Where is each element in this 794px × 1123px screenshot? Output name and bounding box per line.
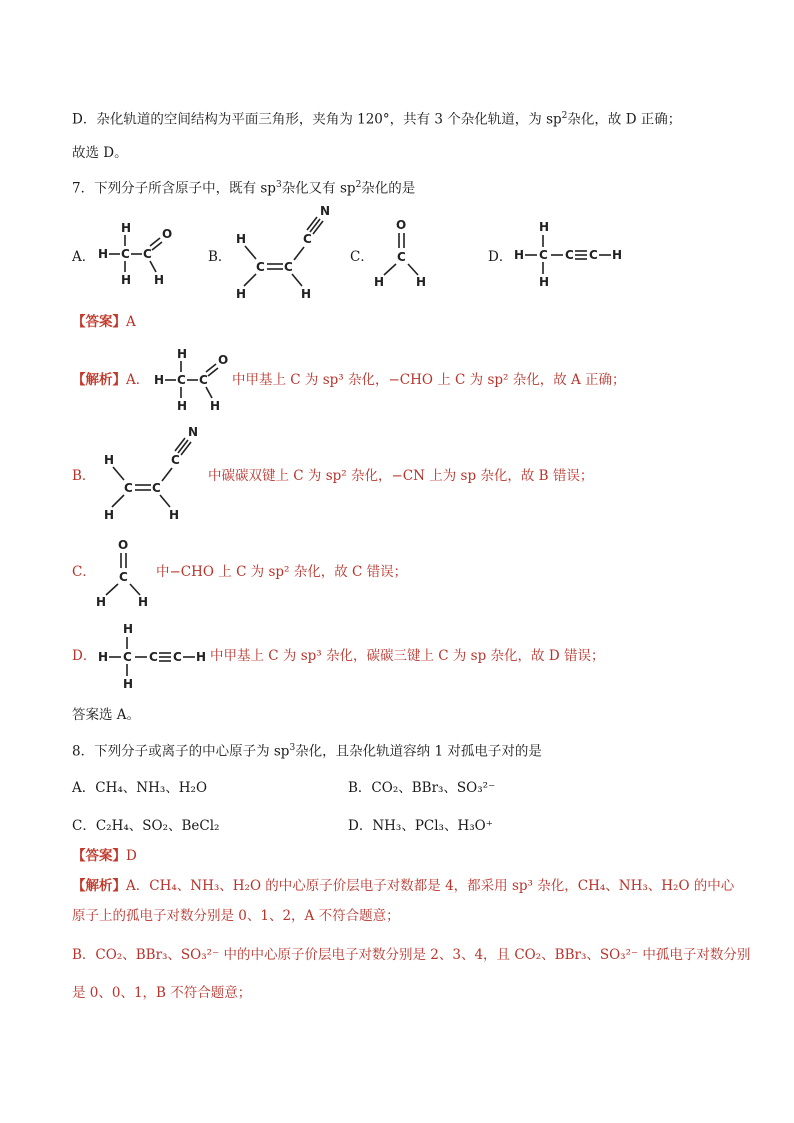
q7-option-a-label: A． [72,249,96,265]
svg-text:C: C [121,247,130,261]
svg-text:H: H [123,622,134,636]
svg-text:H: H [121,221,132,235]
svg-text:C: C [199,373,208,387]
svg-text:H: H [169,508,180,522]
svg-text:O: O [218,353,229,367]
svg-text:C: C [149,650,158,664]
acetaldehyde-structure [96,220,186,288]
svg-text:C: C [565,248,574,262]
q7-stem: 7．下列分子所含原子中，既有 $sp^3$杂化又有 $sp^2$杂化的是 [72,180,416,197]
q7-option-c-label: C． [350,249,374,265]
formaldehyde-structure [370,215,440,290]
svg-text:H: H [236,232,247,246]
svg-text:C: C [256,260,265,274]
svg-text:H: H [104,453,115,467]
svg-text:H: H [96,595,107,609]
q8-stem: 8．下列分子或离子的中心原子为 $sp^3$杂化，且杂化轨道容纳 1 对孤电子对的是 [72,743,542,760]
svg-text:H: H [539,220,550,234]
svg-text:H: H [98,650,109,664]
analysis-formaldehyde-structure [92,535,162,610]
svg-text:H: H [301,287,312,301]
svg-text:H: H [416,275,427,289]
svg-text:N: N [188,425,199,439]
q7-option-d-label: D． [488,249,513,265]
svg-text:H: H [98,247,109,261]
propyne-structure [512,218,632,290]
q8-option-b: B．CO₂、BBr₃、SO₃²⁻ [348,780,496,796]
acrylonitrile-structure [228,205,338,300]
q8-option-a: A．CH₄、NH₃、H₂O [72,780,208,796]
q7-analysis-b-label: B． [72,468,96,484]
q7-analysis-a-prefix: 【解析】A． [72,372,150,388]
svg-text:C: C [124,481,133,495]
analysis-propyne-structure [96,620,216,692]
svg-text:H: H [123,677,134,691]
svg-text:H: H [177,399,188,413]
q7-option-b-label: B． [208,249,232,265]
svg-text:C: C [284,260,293,274]
svg-text:H: H [138,595,149,609]
q8-analysis-a-line2: 原子上的孤电子对数分别是 0、1、2，A 不符合题意； [72,908,400,924]
q8-analysis-a-line1: 【解析】A．CH₄、NH₃、H₂O 的中心原子价层电子对数都是 4，都采用 sp³ 杂化，CH₄、NH₃、H₂O 的中心 [72,878,735,894]
q8-analysis-b-line1: B．CO₂、BBr₃、SO₃²⁻ 中的中心原子价层电子对数分别是 2、3、4，且 CO₂、BBr₃、SO₃²⁻ 中孤电子对数分别 [72,947,751,963]
svg-text:H: H [154,273,165,287]
prev-conclusion: 故选 D。 [72,145,128,161]
svg-text:H: H [104,508,115,522]
svg-text:C: C [589,248,598,262]
svg-text:C: C [152,481,161,495]
svg-text:H: H [121,273,132,287]
svg-text:O: O [118,538,129,552]
svg-text:H: H [236,287,247,301]
svg-text:C: C [397,250,406,264]
svg-text:O: O [396,218,407,232]
q7-answer: 【答案】A [72,314,136,330]
svg-text:H: H [539,275,550,289]
q7-analysis-b-text: 中碳碳双键上 C 为 sp² 杂化，−CN 上为 sp 杂化，故 B 错误； [208,468,594,484]
svg-text:C: C [303,232,312,246]
q7-analysis-a-text: 中甲基上 C 为 sp³ 杂化，−CHO 上 C 为 sp² 杂化，故 A 正确； [232,372,626,388]
svg-text:C: C [143,247,152,261]
analysis-acrylonitrile-structure [96,426,206,521]
svg-text:C: C [173,650,182,664]
q8-option-c: C．C₂H₄、SO₂、BeCl₂ [72,818,220,834]
svg-text:H: H [177,347,188,361]
analysis-acetaldehyde-structure [152,346,242,414]
q7-analysis-d-label: D． [72,648,97,664]
svg-text:H: H [154,373,165,387]
svg-text:H: H [196,650,207,664]
svg-text:H: H [612,248,623,262]
svg-text:C: C [119,570,128,584]
q8-analysis-b-line2: 是 0、0、1，B 不符合题意； [72,985,252,1001]
svg-text:C: C [539,248,548,262]
q7-analysis-c-text: 中−CHO 上 C 为 sp² 杂化，故 C 错误； [156,564,408,580]
q7-conclusion: 答案选 A。 [72,707,141,723]
q8-answer: 【答案】D [72,848,137,864]
svg-text:H: H [514,248,525,262]
prev-option-d-line: D．杂化轨道的空间结构为平面三角形，夹角为 120°，共有 3 个杂化轨道，为 $sp^2$杂化，故 D 正确； [72,111,682,128]
svg-text:N: N [320,204,331,218]
svg-text:C: C [171,453,180,467]
q8-option-d: D．NH₃、PCl₃、H₃O⁺ [348,818,493,834]
q7-analysis-c-label: C． [72,564,96,580]
svg-text:C: C [177,373,186,387]
svg-text:H: H [374,275,385,289]
svg-text:C: C [123,650,132,664]
svg-text:H: H [210,399,221,413]
svg-text:O: O [162,227,173,241]
q7-analysis-d-text: 中甲基上 C 为 sp³ 杂化，碳碳三键上 C 为 sp 杂化，故 D 错误； [210,648,605,664]
